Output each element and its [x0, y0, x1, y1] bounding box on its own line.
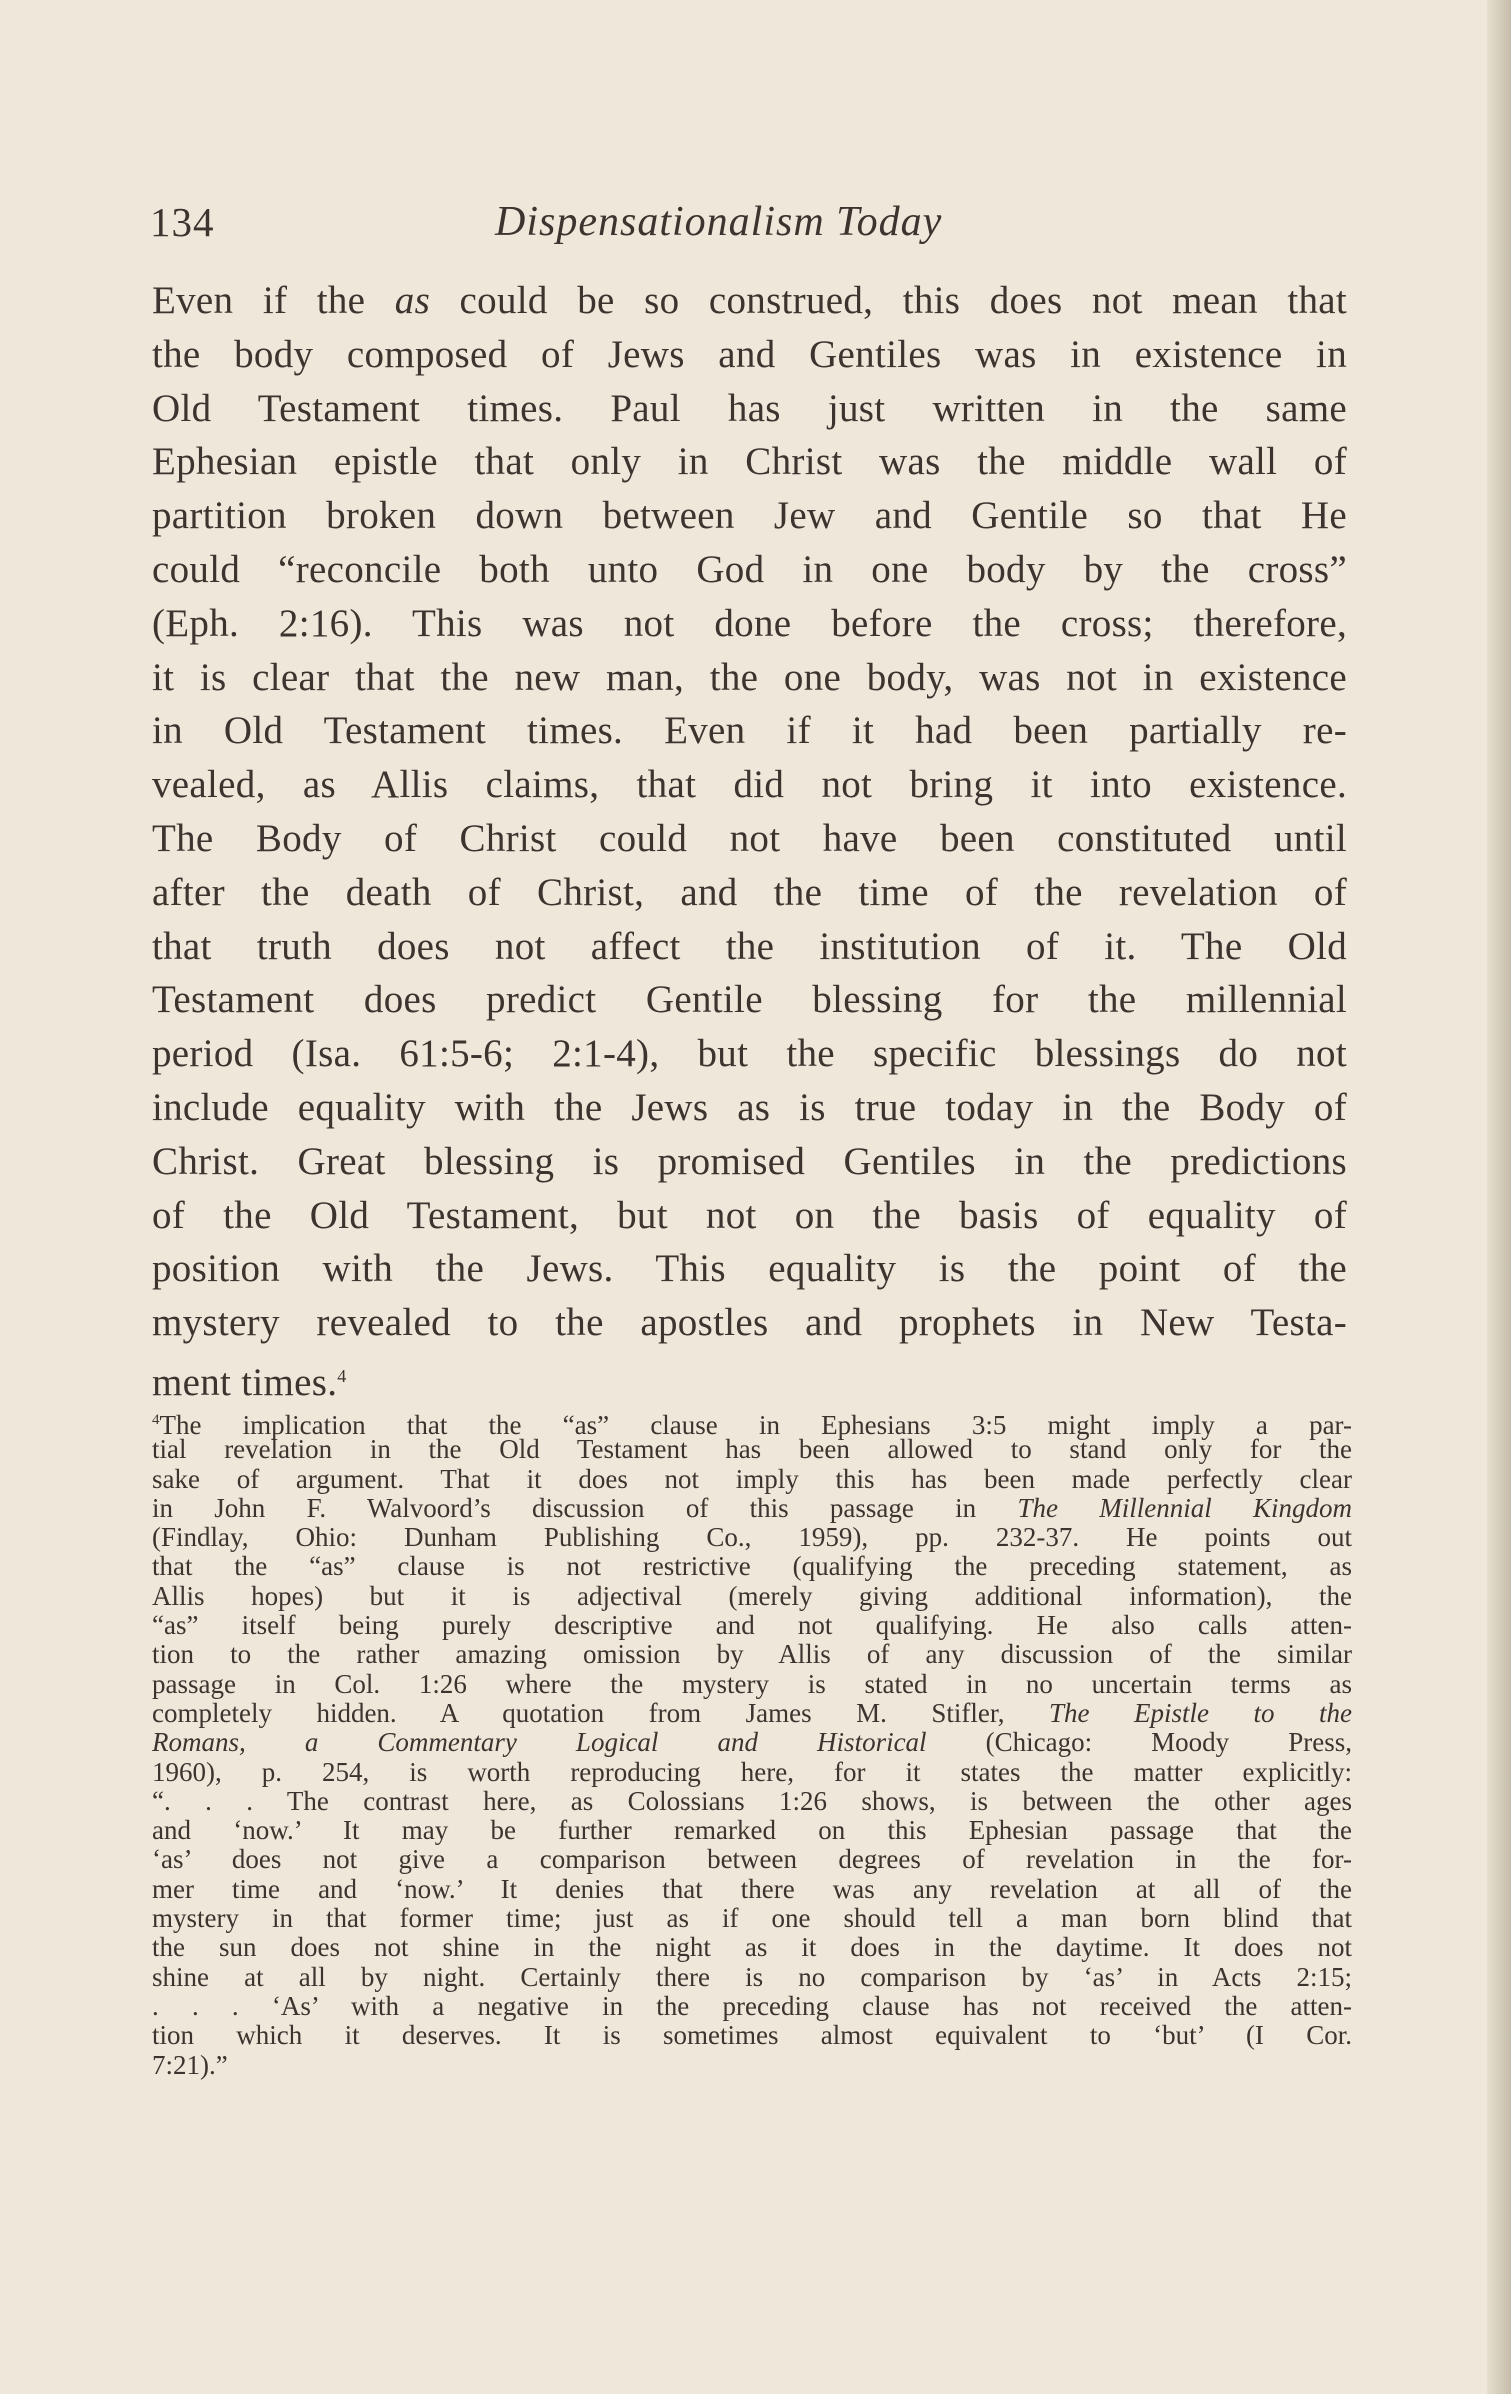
body-line: include equality with the Jews as is true today in the Body of: [152, 1085, 1347, 1129]
body-line: it is clear that the new man, the one body, was not in existence: [152, 655, 1347, 699]
footnote-line: [152, 1728, 1352, 1757]
page-edge-shadow: [1487, 0, 1511, 2394]
footnote-line: . . . ‘As’ with a negative in the preceding clause has not received the atten-: [152, 1990, 1352, 2021]
footnote-line: ‘as’ does not give a comparison between degrees of revelation in the for-: [152, 1844, 1352, 1875]
footnote-line: mer time and ‘now.’ It denies that there was any revelation at all of the: [152, 1873, 1352, 1904]
body-line: (Eph. 2:16). This was not done before the cross; therefore,: [152, 601, 1347, 645]
footnote-line: and ‘now.’ It may be further remarked on this Ephesian passage that the: [152, 1815, 1352, 1846]
body-text-segment: could be so construed, this does not mean that: [430, 279, 1347, 322]
footnote-line: shine at all by night. Certainly there is no comparison by ‘as’ in Acts 2:15;: [152, 1961, 1352, 1992]
footnote-line: [152, 1494, 1352, 1523]
footnote-line: Allis hopes) but it is adjectival (merely giving additional information), the: [152, 1580, 1352, 1611]
book-title-italic: Romans, a Commentary Logical and Historical: [152, 1727, 927, 1758]
footnote-line: “. . . The contrast here, as Colossians 1:26 shows, is between the other ages: [152, 1785, 1352, 1816]
footnote-line: sake of argument. That it does not imply this has been made perfectly clear: [152, 1463, 1352, 1494]
footnote-reference: 4: [337, 1365, 347, 1386]
body-paragraph: [152, 274, 1347, 1404]
footnote-text-segment: in John F. Walvoord’s discussion of this passage in: [152, 1492, 1018, 1523]
body-line: partition broken down between Jew and Gentile so that He: [152, 494, 1347, 538]
body-line: of the Old Testament, but not on the basis of equality of: [152, 1193, 1347, 1237]
body-line: The Body of Christ could not have been constituted until: [152, 816, 1347, 860]
footnote: [152, 1406, 1352, 2080]
footnote-line: the sun does not shine in the night as it does in the daytime. It does not: [152, 1932, 1352, 1963]
footnote-text-segment: (Chicago: Moody Press,: [926, 1727, 1352, 1758]
footnote-line: that the “as” clause is not restrictive (qualifying the preceding statement, as: [152, 1551, 1352, 1582]
footnote-line: 1960), p. 254, is worth reproducing here, for it states the matter explicitly:: [152, 1756, 1352, 1787]
body-line: Ephesian epistle that only in Christ was the middle wall of: [152, 440, 1347, 484]
page-number: 134: [150, 199, 215, 245]
running-title: Dispensationalism Today: [495, 199, 943, 245]
body-line: Christ. Great blessing is promised Gentiles in the predictions: [152, 1139, 1347, 1183]
book-title-italic: The Millennial Kingdom: [1017, 1492, 1352, 1523]
body-line: the body composed of Jews and Gentiles was in existence in: [152, 332, 1347, 376]
body-text-segment: Even if the: [152, 279, 395, 322]
body-italic-word: as: [394, 279, 431, 322]
footnote-line: tion to the rather amazing omission by Allis of any discussion of the similar: [152, 1639, 1352, 1670]
body-line: position with the Jews. This equality is the point of the: [152, 1247, 1347, 1291]
body-line: mystery revealed to the apostles and prophets in New Testa-: [152, 1301, 1347, 1345]
body-line: [152, 274, 1347, 328]
body-line: period (Isa. 61:5-6; 2:1-4), but the specific blessings do not: [152, 1032, 1347, 1076]
running-head: [150, 198, 1350, 258]
body-text-segment: ment times.: [152, 1360, 338, 1404]
footnote-text-segment: completely hidden. A quotation from James M. Stifler,: [152, 1697, 1050, 1728]
footnote-line: tion which it deserves. It is sometimes almost equivalent to ‘but’ (I Cor.: [152, 2020, 1352, 2051]
footnote-line: mystery in that former time; just as if one should tell a man born blind that: [152, 1903, 1352, 1934]
body-line: that truth does not affect the institution of it. The Old: [152, 924, 1347, 968]
footnote-line: [152, 1406, 1352, 1440]
footnote-text-segment: The implication that the “as” clause in Ephesians 3:5 might imply a par-: [159, 1410, 1352, 1440]
footnote-line: passage in Col. 1:26 where the mystery is stated in no uncertain terms as: [152, 1668, 1352, 1699]
footnote-line: 7:21).”: [152, 2049, 228, 2080]
body-line: [152, 1350, 1347, 1404]
footnote-line: tial revelation in the Old Testament has been allowed to stand only for the: [152, 1434, 1352, 1465]
book-title-italic: The Epistle to the: [1049, 1697, 1352, 1728]
footnote-marker: 4: [152, 1412, 160, 1428]
footnote-line: “as” itself being purely descriptive and not qualifying. He also calls atten-: [152, 1610, 1352, 1641]
body-line: Old Testament times. Paul has just written in the same: [152, 386, 1347, 430]
body-line: Testament does predict Gentile blessing for the millennial: [152, 978, 1347, 1022]
body-line: after the death of Christ, and the time of the revelation of: [152, 870, 1347, 914]
body-line: could “reconcile both unto God in one body by the cross”: [152, 547, 1347, 591]
body-line: vealed, as Allis claims, that did not bring it into existence.: [152, 763, 1347, 807]
footnote-line: (Findlay, Ohio: Dunham Publishing Co., 1959), pp. 232-37. He points out: [152, 1522, 1352, 1553]
body-line: in Old Testament times. Even if it had been partially re-: [152, 709, 1347, 753]
footnote-line: [152, 1699, 1352, 1728]
